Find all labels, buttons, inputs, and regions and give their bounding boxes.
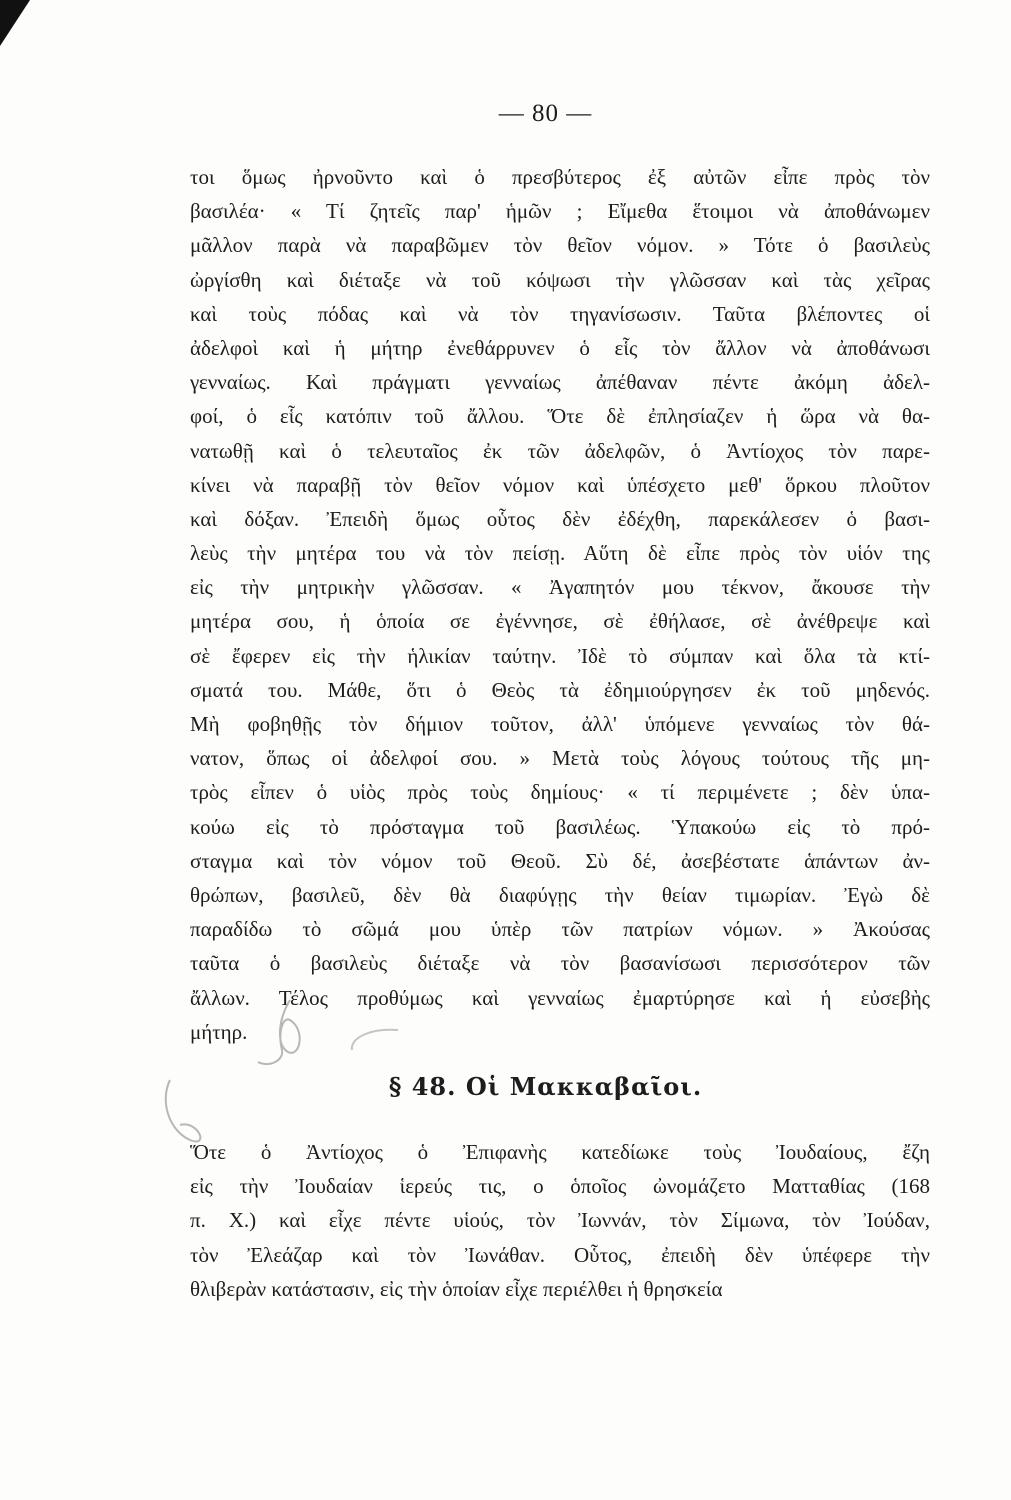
text-line: θλιβερὰν κατάστασιν, εἰς τὴν ὁποίαν εἶχε περιέλθει ἡ θρησκεία [190, 1276, 723, 1301]
paragraph-1 [190, 160, 930, 1049]
text-line: π. Χ.) καὶ εἶχε πέντε υἱούς, τὸν Ἰωννάν, τὸν Σίμωνα, τὸν Ἰούδαν, [190, 1208, 930, 1233]
text-line: Ὅτε ὁ Ἀντίοχος ὁ Ἐπιφανὴς κατεδίωκε τοὺς Ἰουδαίους, ἔζη [190, 1140, 930, 1164]
text-line: τρὸς εἶπεν ὁ υἱὸς πρὸς τοὺς δημίους· « τί περιμένετε ; δὲν ὑπα- [190, 780, 930, 805]
text-line: μήτηρ. [190, 1019, 248, 1044]
text-line: καὶ τοὺς πόδας καὶ νὰ τὸν τηγανίσωσιν. Ταῦτα βλέποντες οἱ [190, 301, 930, 326]
text-line: ὠργίσθη καὶ διέταξε νὰ τοῦ κόψωσι τὴν γλῶσσαν καὶ τὰς χεῖρας [190, 267, 930, 292]
text-line: βασιλέα· « Τί ζητεῖς παρ' ἡμῶν ; Εἴμεθα ἕτοιμοι νὰ ἀποθάνωμεν [190, 199, 930, 224]
text-line: λεὺς τὴν μητέρα του νὰ τὸν πείσῃ. Αὕτη δὲ εἶπε πρὸς τὸν υἱόν της [190, 541, 930, 566]
text-line: ταῦτα ὁ βασιλεὺς διέταξε νὰ τὸν βασανίσωσι περισσότερον τῶν [190, 951, 930, 976]
text-line: θρώπων, βασιλεῦ, δὲν θὰ διαφύγῃς τὴν θείαν τιμωρίαν. Ἐγὼ δὲ [190, 882, 930, 907]
text-line: ἄλλων. Τέλος προθύμως καὶ γενναίως ἐμαρτύρησε καὶ ἡ εὐσεβὴς [190, 985, 930, 1010]
text-line: σματά του. Μάθε, ὅτι ὁ Θεὸς τὰ ἐδημιούργησεν ἐκ τοῦ μηδενός. [190, 677, 930, 702]
text-line: μητέρα σου, ἡ ὁποία σε ἐγέννησε, σὲ ἐθήλασε, σὲ ἀνέθρεψε καὶ [190, 609, 930, 634]
text-line: παραδίδω τὸ σῶμά μου ὑπὲρ τῶν πατρίων νόμων. » Ἀκούσας [190, 917, 930, 942]
text-line: ἀδελφοὶ καὶ ἡ μήτηρ ἐνεθάρρυνεν ὁ εἷς τὸν ἄλλον νὰ ἀποθάνωσι [190, 335, 930, 360]
text-line: σὲ ἔφερεν εἰς τὴν ἡλικίαν ταύτην. Ἰδὲ τὸ σύμπαν καὶ ὅλα τὰ κτί- [190, 643, 930, 668]
text-line: κούω εἰς τὸ πρόσταγμα τοῦ βασιλέως. Ὑπακούω εἰς τὸ πρό- [190, 814, 930, 839]
text-line: τοι ὅμως ἠρνοῦντο καὶ ὁ πρεσβύτερος ἐξ αὐτῶν εἶπε πρὸς τὸν [190, 165, 930, 189]
text-line: μᾶλλον παρὰ νὰ παραβῶμεν τὸν θεῖον νόμον. » Τότε ὁ βασιλεὺς [190, 233, 930, 258]
text-line: εἰς τὴν Ἰουδαίαν ἱερεύς τις, ο ὁποῖος ὠνομάζετο Ματταθίας (168 [190, 1174, 930, 1199]
page-number: — 80 — [498, 100, 593, 127]
text-line: εἰς τὴν μητρικὴν γλῶσσαν. « Ἀγαπητόν μου τέκνον, ἄκουσε τὴν [190, 575, 930, 600]
text-line: τὸν Ἐλεάζαρ καὶ τὸν Ἰωνάθαν. Οὗτος, ἐπειδὴ δὲν ὑπέφερε τὴν [190, 1242, 930, 1267]
text-line: σταγμα καὶ τὸν νόμον τοῦ Θεοῦ. Σὺ δέ, ἀσεβέστατε ἁπάντων ἀν- [190, 848, 930, 873]
paragraph-2 [190, 1135, 930, 1306]
text-line: νατον, ὅπως οἱ ἀδελφοί σου. » Μετὰ τοὺς λόγους τούτους τῆς μη- [190, 746, 930, 771]
section-heading: § 48. Οἱ Μακκαβαῖοι. [388, 1072, 703, 1101]
text-line: Μὴ φοβηθῇς τὸν δήμιον τοῦτον, ἀλλ' ὑπόμενε γενναίως τὸν θά- [190, 712, 930, 736]
text-line: νατωθῇ καὶ ὁ τελευταῖος ἐκ τῶν ἀδελφῶν, ὁ Ἀντίοχος τὸν παρε- [190, 438, 930, 463]
text-line: καὶ δόξαν. Ἐπειδὴ ὅμως οὗτος δὲν ἐδέχθη, παρεκάλεσεν ὁ βασι- [190, 506, 930, 531]
text-line: γενναίως. Καὶ πράγματι γενναίως ἀπέθαναν πέντε ἀκόμη ἀδελ- [190, 370, 930, 395]
text-line: κίνει νὰ παραβῇ τὸν θεῖον νόμον καὶ ὑπέσχετο μεθ' ὅρκου πλοῦτον [190, 472, 930, 497]
scan-corner-mark [0, 0, 30, 46]
text-line: φοί, ὁ εἷς κατόπιν τοῦ ἄλλου. Ὅτε δὲ ἐπλησίαζεν ἡ ὥρα νὰ θα- [190, 404, 930, 429]
